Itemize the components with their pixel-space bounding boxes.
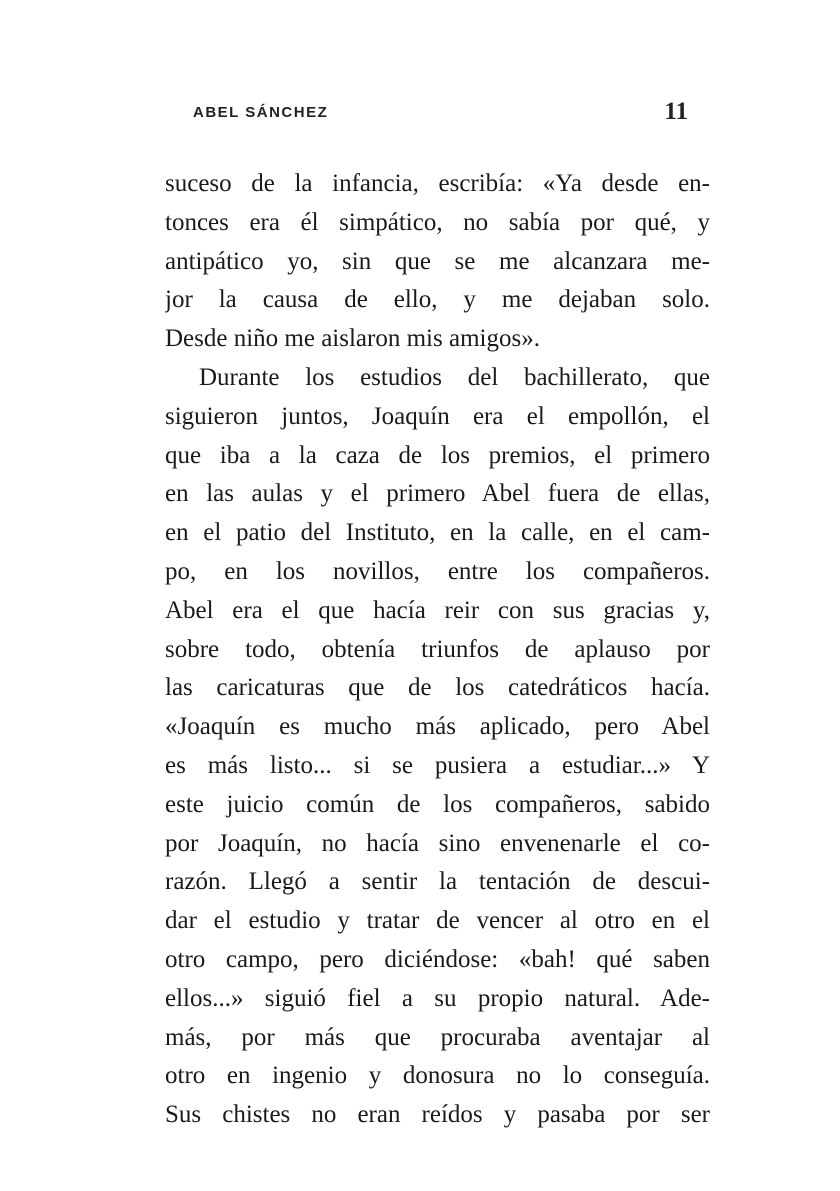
text-line: «Joaquín es mucho más aplicado, pero Abel bbox=[165, 713, 710, 741]
text-line: las caricaturas que de los catedráticos hacía. bbox=[165, 674, 710, 702]
text-line: sobre todo, obtenía triunfos de aplauso por bbox=[165, 635, 710, 663]
text-line: ellos...» siguió fiel a su propio natural. Ade- bbox=[165, 984, 710, 1012]
text-line: Durante los estudios del bachillerato, que bbox=[199, 363, 710, 391]
text-line: Abel era el que hacía reir con sus gracias y, bbox=[165, 596, 710, 624]
text-line: razón. Llegó a sentir la tentación de descui- bbox=[165, 868, 710, 896]
text-line: que iba a la caza de los premios, el primero bbox=[165, 441, 710, 469]
text-line: es más listo... si se pusiera a estudiar...» Y bbox=[165, 751, 710, 779]
text-line: este juicio común de los compañeros, sabido bbox=[165, 790, 710, 818]
body-text bbox=[165, 165, 710, 1135]
text-line: po, en los novillos, entre los compañeros. bbox=[165, 557, 710, 585]
text-line: en el patio del Instituto, en la calle, en el cam- bbox=[165, 519, 710, 547]
text-line: Desde niño me aislaron mis amigos». bbox=[165, 325, 540, 353]
running-head: ABEL SÁNCHEZ bbox=[193, 104, 329, 121]
text-line: tonces era él simpático, no sabía por qué, y bbox=[165, 208, 710, 236]
text-line: otro en ingenio y donosura no lo conseguía. bbox=[165, 1062, 710, 1090]
text-line: en las aulas y el primero Abel fuera de ellas, bbox=[165, 480, 710, 508]
text-line: dar el estudio y tratar de vencer al otro en el bbox=[165, 907, 710, 935]
text-line: jor la causa de ello, y me dejaban solo. bbox=[165, 286, 710, 314]
text-line: Sus chistes no eran reídos y pasaba por ser bbox=[165, 1101, 710, 1129]
page-number: 11 bbox=[664, 98, 688, 125]
text-line: suceso de la infancia, escribía: «Ya desde en- bbox=[165, 170, 710, 197]
text-line: antipático yo, sin que se me alcanzara me- bbox=[165, 247, 710, 275]
text-line: por Joaquín, no hacía sino envenenarle el co- bbox=[165, 829, 710, 857]
text-line: más, por más que procuraba aventajar al bbox=[165, 1023, 710, 1051]
text-line: siguieron juntos, Joaquín era el empollón, el bbox=[165, 402, 710, 430]
text-line: otro campo, pero diciéndose: «bah! qué saben bbox=[165, 945, 710, 973]
